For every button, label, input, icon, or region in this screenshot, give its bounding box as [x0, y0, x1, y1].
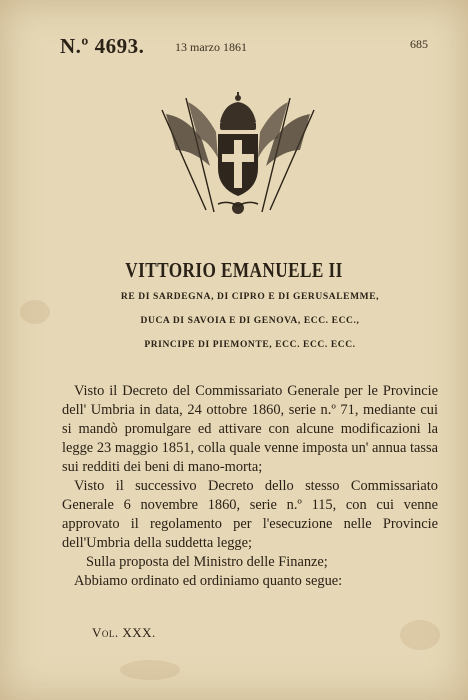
decree-body	[62, 382, 438, 591]
decree-date: 13 marzo 1861	[175, 40, 247, 54]
enacting-clause: Abbiamo ordinato ed ordiniamo quanto segue:	[74, 573, 343, 589]
sovereign-name: VITTORIO EMANUELE II	[125, 258, 343, 282]
paper-stain	[120, 660, 180, 680]
decree-number: N.º 4693.	[60, 34, 145, 58]
recital-paragraph: Sulla proposta del Ministro delle Finanze;	[86, 554, 328, 570]
recital-paragraph: Visto il Decreto del Commissariato Generale per le Provincie dell' Umbria in data, 24 ottobre 1860, serie n.º 71, mediante cui si mandò promulgare ed attivare con alcune modificazioni la legge 23 maggio 1851, colla quale venne imposta un' annua tassa sui redditi dei beni di mano-morta;	[62, 383, 438, 475]
paper-stain	[400, 620, 440, 650]
recital-paragraph: Visto il successivo Decreto dello stesso Commissariato Generale 6 novembre 1860, serie n.º 115, con cui venne approvato il regolamento per l'esecuzione nelle Provincie dell'Umbria della suddetta legge;	[62, 478, 438, 551]
volume-label: Vol. XXX.	[92, 625, 156, 640]
page-number: 685	[410, 37, 428, 51]
sovereign-title-line: PRINCIPE DI PIEMONTE, ECC. ECC. ECC.	[144, 340, 356, 350]
sovereign-title-line: RE DI SARDEGNA, DI CIPRO E DI GERUSALEMME,	[120, 292, 380, 302]
paper-stain	[20, 300, 50, 324]
sovereign-title-line: DUCA DI SAVOIA E DI GENOVA, ECC. ECC.,	[140, 316, 360, 326]
coat-of-arms-icon	[158, 88, 318, 223]
